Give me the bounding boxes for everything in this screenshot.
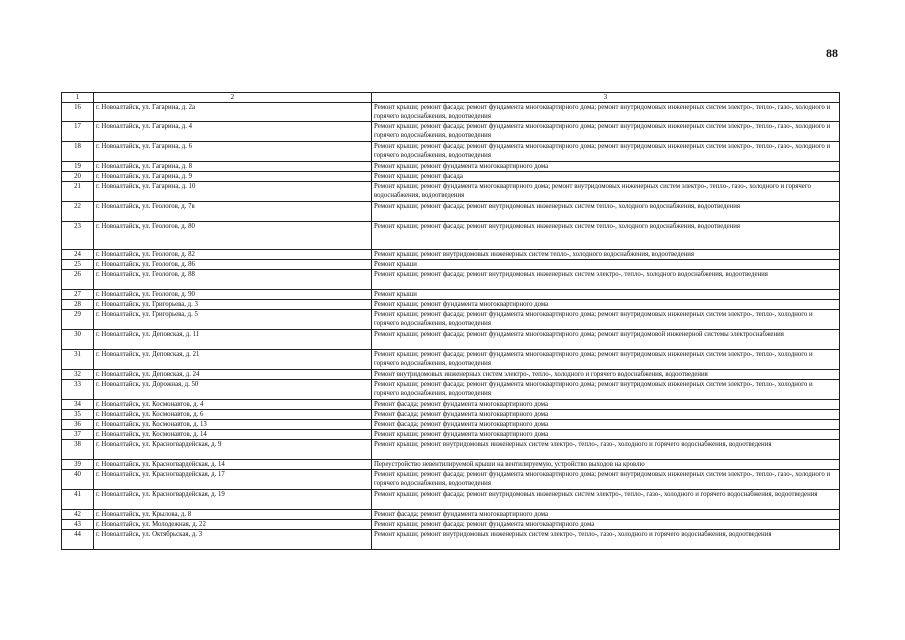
table-header-row — [62, 93, 840, 103]
table-row — [62, 400, 840, 410]
row-works: Ремонт крыши; ремонт фундамента многоквартирного дома — [372, 430, 840, 440]
row-number: 43 — [62, 520, 94, 530]
row-number: 33 — [62, 380, 94, 400]
row-works: Ремонт крыши; ремонт фундамента многоквартирного дома — [372, 300, 840, 310]
row-works: Ремонт крыши; ремонт фасада; ремонт фундамента многоквартирного дома; ремонт внутридомовых инженерных систем электро-, тепло-, газо-, холодного и горячего водоснабжения, водоотведения — [372, 103, 840, 122]
row-address: г. Новоалтайск, ул. Геологов, д. 82 — [94, 250, 372, 260]
row-address: г. Новоалтайск, ул. Гагарина, д. 9 — [94, 172, 372, 182]
row-address: г. Новоалтайск, ул. Космонавтов, д. 4 — [94, 400, 372, 410]
row-works: Ремонт крыши; ремонт фасада; ремонт внутридомовых инженерных систем тепло-, холодного водоснабжения, водоотведения — [372, 222, 840, 250]
row-works: Ремонт фасада; ремонт фундамента многоквартирного дома — [372, 400, 840, 410]
row-number: 35 — [62, 410, 94, 420]
table-row — [62, 410, 840, 420]
table-row — [62, 162, 840, 172]
row-number: 44 — [62, 530, 94, 550]
table-row — [62, 460, 840, 470]
table-row — [62, 250, 840, 260]
row-works: Ремонт крыши; ремонт фасада; ремонт фундамента многоквартирного дома; ремонт внутридомовых инженерных систем электро-, тепло-, холодного и горячего водоснабжения, водоотведения — [372, 310, 840, 330]
row-number: 16 — [62, 103, 94, 122]
row-works: Ремонт крыши; ремонт фасада; ремонт внутридомовых инженерных систем электро-, тепло-, холодного водоснабжения, водоотведения — [372, 270, 840, 290]
row-address: г. Новоалтайск, ул. Григорьева, д. 5 — [94, 310, 372, 330]
row-number: 20 — [62, 172, 94, 182]
row-address: г. Новоалтайск, ул. Гагарина, д. 6 — [94, 142, 372, 162]
row-address: г. Новоалтайск, ул. Гагарина, д. 8 — [94, 162, 372, 172]
row-address: г. Новоалтайск, ул. Красногвардейская, д. 9 — [94, 440, 372, 460]
row-number: 22 — [62, 202, 94, 222]
table-row — [62, 420, 840, 430]
row-number: 37 — [62, 430, 94, 440]
row-works: Переустройство невентилируемой крыши на вентилируемую, устройство выходов на кровлю — [372, 460, 840, 470]
row-address: г. Новоалтайск, ул. Гагарина, д. 10 — [94, 182, 372, 202]
works-table — [61, 92, 840, 550]
row-works: Ремонт внутридомовых инженерных систем электро-, тепло-, холодного и горячего водоснабжения, водоотведения — [372, 370, 840, 380]
row-number: 42 — [62, 510, 94, 520]
table-row — [62, 330, 840, 350]
row-works: Ремонт крыши; ремонт фасада; ремонт фундамента многоквартирного дома; ремонт внутридомовой инженерной системы электроснабжения — [372, 330, 840, 350]
works-table-body — [62, 93, 840, 550]
row-address: г. Новоалтайск, ул. Григорьева, д. 3 — [94, 300, 372, 310]
table-row — [62, 520, 840, 530]
row-number: 39 — [62, 460, 94, 470]
row-number: 17 — [62, 122, 94, 142]
row-works: Ремонт крыши; ремонт фасада; ремонт фундамента многоквартирного дома; ремонт внутридомовых инженерных систем электро-, тепло-, газо-, холодного и горячего водоснабжения, водоотведения — [372, 470, 840, 490]
table-row — [62, 142, 840, 162]
row-works: Ремонт крыши; ремонт внутридомовых инженерных систем тепло-, холодного водоснабжения, водоотведения — [372, 250, 840, 260]
table-row — [62, 122, 840, 142]
row-address: г. Новоалтайск, ул. Октябрьская, д. 3 — [94, 530, 372, 550]
row-number: 30 — [62, 330, 94, 350]
row-address: г. Новоалтайск, ул. Красногвардейская, д. 17 — [94, 470, 372, 490]
table-row — [62, 310, 840, 330]
row-works: Ремонт крыши — [372, 290, 840, 300]
row-address: г. Новоалтайск, ул. Деповская, д. 24 — [94, 370, 372, 380]
table-row — [62, 530, 840, 550]
header-col-3: 3 — [372, 93, 840, 103]
table-row — [62, 370, 840, 380]
row-address: г. Новоалтайск, ул. Красногвардейская, д. 14 — [94, 460, 372, 470]
table-row — [62, 380, 840, 400]
table-row — [62, 430, 840, 440]
row-number: 41 — [62, 490, 94, 510]
table-row — [62, 470, 840, 490]
table-row — [62, 222, 840, 250]
table-row — [62, 490, 840, 510]
row-works: Ремонт крыши; ремонт фасада; ремонт внутридомовых инженерных систем электро-, тепло-, газо-, холодного и горячего водоснабжения, водоотведения — [372, 490, 840, 510]
header-col-1: 1 — [62, 93, 94, 103]
row-address: г. Новоалтайск, ул. Космонавтов, д. 13 — [94, 420, 372, 430]
row-works: Ремонт крыши; ремонт фасада; ремонт фундамента многоквартирного дома; ремонт внутридомовых инженерных систем электро-, тепло-, газо-, холодного и горячего водоснабжения, водоотведения — [372, 122, 840, 142]
row-address: г. Новоалтайск, ул. Дорожная, д. 50 — [94, 380, 372, 400]
row-address: г. Новоалтайск, ул. Крылова, д. 8 — [94, 510, 372, 520]
row-address: г. Новоалтайск, ул. Геологов, д. 80 — [94, 222, 372, 250]
row-works: Ремонт крыши; ремонт фасада; ремонт фундамента многоквартирного дома; ремонт внутридомовых инженерных систем электро-, тепло-, холодного и горячего водоснабжения, водоотведения — [372, 380, 840, 400]
row-number: 25 — [62, 260, 94, 270]
row-address: г. Новоалтайск, ул. Космонавтов, д. 14 — [94, 430, 372, 440]
table-row — [62, 182, 840, 202]
row-number: 26 — [62, 270, 94, 290]
row-number: 23 — [62, 222, 94, 250]
row-address: г. Новоалтайск, ул. Геологов, д. 86 — [94, 260, 372, 270]
row-address: г. Новоалтайск, ул. Гагарина, д. 2а — [94, 103, 372, 122]
row-number: 18 — [62, 142, 94, 162]
table-row — [62, 172, 840, 182]
row-number: 29 — [62, 310, 94, 330]
row-works: Ремонт крыши; ремонт внутридомовых инженерных систем электро-, тепло-, газо-, холодного и горячего водоснабжения, водоотведения — [372, 440, 840, 460]
row-address: г. Новоалтайск, ул. Космонавтов, д. 6 — [94, 410, 372, 420]
row-number: 38 — [62, 440, 94, 460]
row-number: 34 — [62, 400, 94, 410]
row-works: Ремонт фасада; ремонт фундамента многоквартирного дома — [372, 510, 840, 520]
table-row — [62, 440, 840, 460]
page-number: 88 — [826, 46, 838, 60]
row-number: 32 — [62, 370, 94, 380]
row-number: 21 — [62, 182, 94, 202]
table-row — [62, 350, 840, 370]
row-number: 28 — [62, 300, 94, 310]
row-number: 36 — [62, 420, 94, 430]
row-address: г. Новоалтайск, ул. Геологов, д. 7в — [94, 202, 372, 222]
row-address: г. Новоалтайск, ул. Геологов, д. 88 — [94, 270, 372, 290]
row-works: Ремонт крыши — [372, 260, 840, 270]
row-address: г. Новоалтайск, ул. Деповская, д. 11 — [94, 330, 372, 350]
table-row — [62, 270, 840, 290]
row-address: г. Новоалтайск, ул. Гагарина, д. 4 — [94, 122, 372, 142]
row-works: Ремонт крыши; ремонт внутридомовых инженерных систем электро-, тепло-, газо-, холодного и горячего водоснабжения, водоотведения — [372, 530, 840, 550]
row-number: 19 — [62, 162, 94, 172]
row-number: 27 — [62, 290, 94, 300]
header-col-2: 2 — [94, 93, 372, 103]
table-row — [62, 290, 840, 300]
row-address: г. Новоалтайск, ул. Красногвардейская, д. 19 — [94, 490, 372, 510]
row-works: Ремонт крыши; ремонт фундамента многоквартирного дома — [372, 162, 840, 172]
row-works: Ремонт фасада; ремонт фундамента многоквартирного дома — [372, 420, 840, 430]
row-number: 31 — [62, 350, 94, 370]
row-works: Ремонт крыши; ремонт фасада; ремонт фундамента многоквартирного дома — [372, 520, 840, 530]
row-works: Ремонт фасада; ремонт фундамента многоквартирного дома — [372, 410, 840, 420]
table-row — [62, 202, 840, 222]
row-number: 24 — [62, 250, 94, 260]
row-works: Ремонт крыши; ремонт фасада; ремонт внутридомовых инженерных систем тепло-, холодного водоснабжения, водоотведения — [372, 202, 840, 222]
row-address: г. Новоалтайск, ул. Геологов, д. 90 — [94, 290, 372, 300]
row-address: г. Новоалтайск, ул. Деповская, д. 21 — [94, 350, 372, 370]
table-row — [62, 260, 840, 270]
table-row — [62, 300, 840, 310]
row-works: Ремонт крыши; ремонт фундамента многоквартирного дома; ремонт внутридомовых инженерных систем электро-, тепло-, газо-, холодного и горячего водоснабжения, водоотведения — [372, 182, 840, 202]
row-works: Ремонт крыши; ремонт фасада; ремонт фундамента многоквартирного дома; ремонт внутридомовых инженерных систем электро-, тепло-, газо-, холодного и горячего водоснабжения, водоотведения — [372, 142, 840, 162]
row-works: Ремонт крыши; ремонт фасада — [372, 172, 840, 182]
row-address: г. Новоалтайск, ул. Молодежная, д. 22 — [94, 520, 372, 530]
row-works: Ремонт крыши; ремонт фасада; ремонт фундамента многоквартирного дома; ремонт внутридомовых инженерных систем электро-, тепло-, холодного и горячего водоснабжения, водоотведения — [372, 350, 840, 370]
row-number: 40 — [62, 470, 94, 490]
table-row — [62, 103, 840, 122]
table-row — [62, 510, 840, 520]
